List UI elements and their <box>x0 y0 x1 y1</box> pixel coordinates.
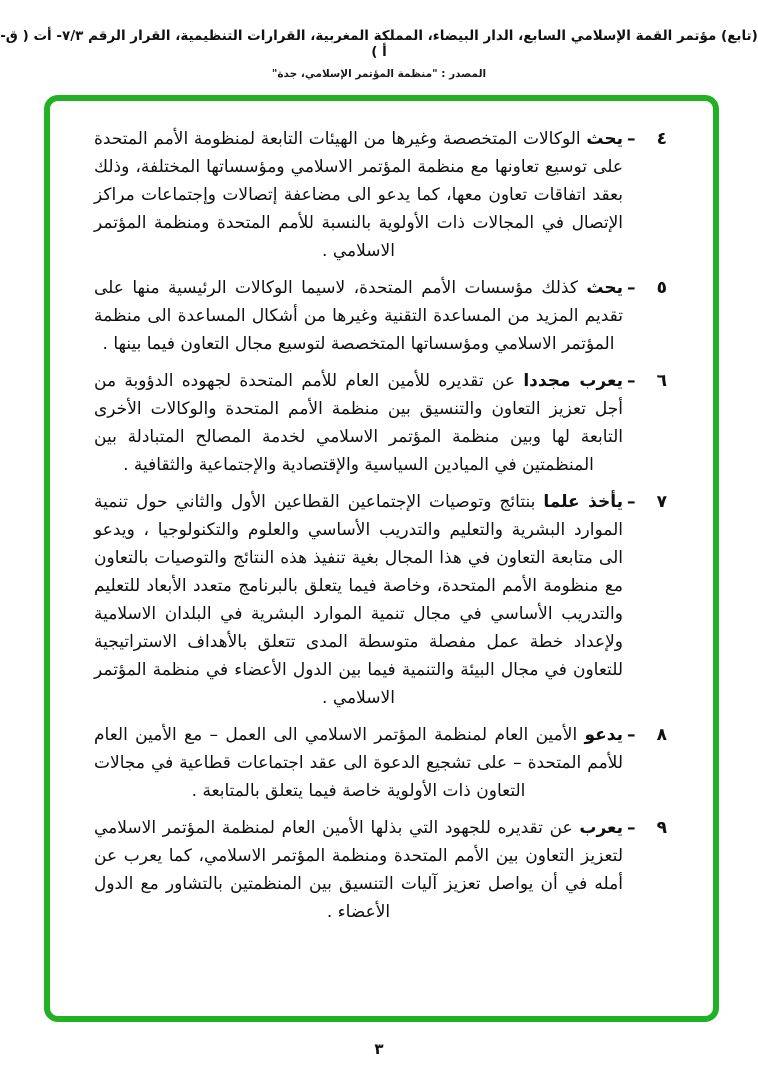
clause-dash: – <box>627 371 636 391</box>
clause-dash: – <box>627 725 636 745</box>
page-number: ٣ <box>374 1040 384 1058</box>
clause-number-value: ٥ <box>656 278 667 298</box>
clause-dash: – <box>627 129 636 149</box>
header-title-line: (تابع) مؤتمر القمة الإسلامي السابع، الدار البيضاء، المملكة المغربية، القرارات التنظيمية، القرار الرقم ٧/٣- أت ( ق- أ ) <box>0 28 758 60</box>
clause-lead-word: يعرب مجددا <box>523 371 623 391</box>
clause-item-4 <box>94 125 667 265</box>
clause-lead-word: يحث <box>586 278 623 298</box>
clause-number-value: ٨ <box>656 725 667 745</box>
clause-dash: – <box>627 818 636 838</box>
clause-lead-word: يأخذ علما <box>543 492 623 512</box>
clause-item-5 <box>94 274 667 358</box>
clause-number-value: ٤ <box>656 129 667 149</box>
clause-list <box>50 101 713 926</box>
clause-dash: – <box>627 278 636 298</box>
clause-item-6 <box>94 367 667 479</box>
clause-number-value: ٧ <box>656 492 667 512</box>
clause-body-text: الأمين العام لمنظمة المؤتمر الاسلامي الى العمل – مع الأمين العام للأمم المتحدة – على تشجيع الدعوة الى عقد اجتماعات قطاعية في مجالات التعاون ذات الأولوية خاصة فيما يتعلق بالمتابعة . <box>94 725 623 801</box>
header-source-line: المصدر : "منظمة المؤتمر الإسلامي، جدة" <box>271 68 487 80</box>
clause-body-text: عن تقديره للأمين العام للأمم المتحدة لجهوده الدؤوبة من أجل تعزيز التعاون والتنسيق بين منظمة الأمم المتحدة والوكالات الأخرى التابعة لها وبين منظمة المؤتمر الاسلامي لخدمة المصالح المتبادلة بين المنظمتين في الميادين السياسية والإقتصادية والإجتماعية والثقافية . <box>94 371 623 475</box>
clause-body-text: بنتائج وتوصيات الإجتماعين القطاعين الأول والثاني حول تنمية الموارد البشرية والتعليم والتدريب الأساسي والعلوم والتكنولوجيا ، ويدعو الى متابعة التعاون في هذا المجال بغية تنفيذ هذه النتائج والتوصيات بالتعاون مع منظومة الأمم المتحدة، وخاصة فيما يتعلق بالبرنامج متعدد الأبعاد للتعليم والتدريب الأساسي في مجال تنمية الموارد البشرية في البلدان الاسلامية ولإعداد خطة عمل مفصلة متوسطة المدى تتعلق بالأهداف الاستراتيجية للتعاون في مجال البيئة والتنمية فيما بين الدول الأعضاء في منظمة المؤتمر الاسلامي . <box>94 492 623 708</box>
clause-text <box>94 488 623 712</box>
clause-number <box>623 814 667 926</box>
clause-body-text: عن تقديره للجهود التي بذلها الأمين العام لمنظمة المؤتمر الاسلامي لتعزيز التعاون بين الأمم المتحدة ومنظمة المؤتمر الاسلامي، كما يعرب عن أمله في أن يواصل تعزيز آليات التنسيق بين المنظمتين بالتشاور مع الدول الأعضاء . <box>94 818 623 922</box>
document-header <box>0 28 758 80</box>
clause-item-9 <box>94 814 667 926</box>
clause-number <box>623 367 667 479</box>
clause-number-value: ٦ <box>656 371 667 391</box>
clause-lead-word: يدعو <box>584 725 623 745</box>
clause-dash: – <box>627 492 636 512</box>
clause-body-text: كذلك مؤسسات الأمم المتحدة، لاسيما الوكالات الرئيسية منها على تقديم المزيد من المساعدة التقنية وغيرها من أشكال المساعدة الى منظمة المؤتمر الاسلامي ومؤسساتها المتخصصة لتوسيع مجال التعاون فيما بينها . <box>94 278 623 354</box>
clause-number <box>623 274 667 358</box>
clause-item-8 <box>94 721 667 805</box>
clause-text <box>94 721 623 805</box>
clause-number <box>623 125 667 265</box>
clause-text <box>94 274 623 358</box>
clause-number-value: ٩ <box>656 818 667 838</box>
clause-number <box>623 721 667 805</box>
clause-item-7 <box>94 488 667 712</box>
clause-lead-word: يعرب <box>579 818 623 838</box>
clause-text <box>94 814 623 926</box>
clause-lead-word: يحث <box>586 129 623 149</box>
clause-text <box>94 367 623 479</box>
clause-number <box>623 488 667 712</box>
clause-body-text: الوكالات المتخصصة وغيرها من الهيئات التابعة لمنظومة الأمم المتحدة على توسيع تعاونها مع منظمة المؤتمر الاسلامي ومؤسساتها المختلفة، وذلك بعقد اتفاقات تعاون معها، كما يدعو الى مضاعفة إتصالات وإجتماعات مراكز الإتصال في المجالات ذات الأولوية بالنسبة للأمم المتحدة ومنظمة المؤتمر الاسلامي . <box>94 129 623 261</box>
resolution-border <box>44 95 719 1022</box>
clause-text <box>94 125 623 265</box>
